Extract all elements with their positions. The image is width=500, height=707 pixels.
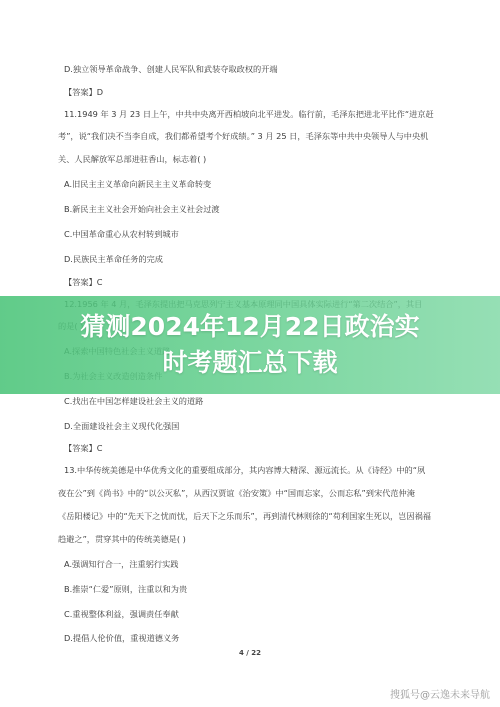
option-text: C.中国革命重心从农村转到城市 [64, 229, 179, 239]
option-text: A.强调知行合一，注重躬行实践 [64, 559, 179, 569]
question-text: 关、人民解放军总部进驻香山，标志着( ) [58, 154, 207, 164]
watermark: 搜狐号@云逸未来导航 [390, 690, 490, 701]
option-text: C.重视整体利益，强调责任奉献 [64, 609, 179, 619]
title-banner [0, 296, 500, 394]
option-text: D.独立领导革命战争、创建人民军队和武装夺取政权的开端 [64, 64, 278, 74]
answer-text: 【答案】D [64, 87, 104, 97]
banner-title-line-1: 猜测2024年12月22日政治实 [80, 312, 420, 341]
option-text: D.全面建设社会主义现代化强国 [64, 421, 180, 431]
option-text: D.民族民主革命任务的完成 [64, 254, 163, 264]
answer-text: 【答案】C [64, 443, 103, 453]
question-text: 《岳阳楼记》中的“先天下之忧而忧，后天下之乐而乐”，再到清代林则徐的“苟利国家生死以，岂因祸福 [58, 511, 431, 521]
option-text: B.推崇“仁爱”原则，注重以和为贵 [64, 584, 188, 594]
option-text: C.找出在中国怎样建设社会主义的道路 [64, 396, 204, 406]
option-text: D.提倡人伦价值，重视道德义务 [64, 633, 180, 643]
banner-title-line-2: 时考题汇总下载 [162, 348, 338, 377]
option-text: B.新民主主义社会开始向社会主义社会过渡 [64, 204, 220, 214]
question-text: 趋避之”，贯穿其中的传统美德是( ) [58, 534, 186, 544]
question-text: 13.中华传统美德是中华优秀文化的重要组成部分，其内容博大精深、源远流长。从《诗经》中的“夙 [64, 465, 426, 475]
question-text: 夜在公”到《尚书》中的“以公灭私”，从西汉贾谊《治安策》中“国而忘家，公而忘私”到宋代范仲淹 [58, 488, 415, 498]
page-number: 4 / 22 [238, 649, 262, 657]
question-text: 考”，说“我们决不当李自成，我们都希望考个好成绩。” 3 月 25 日，毛泽东等中共中央领导人与中央机 [58, 131, 429, 141]
answer-text: 【答案】C [64, 277, 103, 287]
option-text: A.旧民主主义革命向新民主主义革命转变 [64, 179, 212, 189]
question-text: 11.1949 年 3 月 23 日上午，中共中央离开西柏坡向北平进发。临行前，毛泽东把进北平比作“进京赶 [64, 109, 434, 119]
